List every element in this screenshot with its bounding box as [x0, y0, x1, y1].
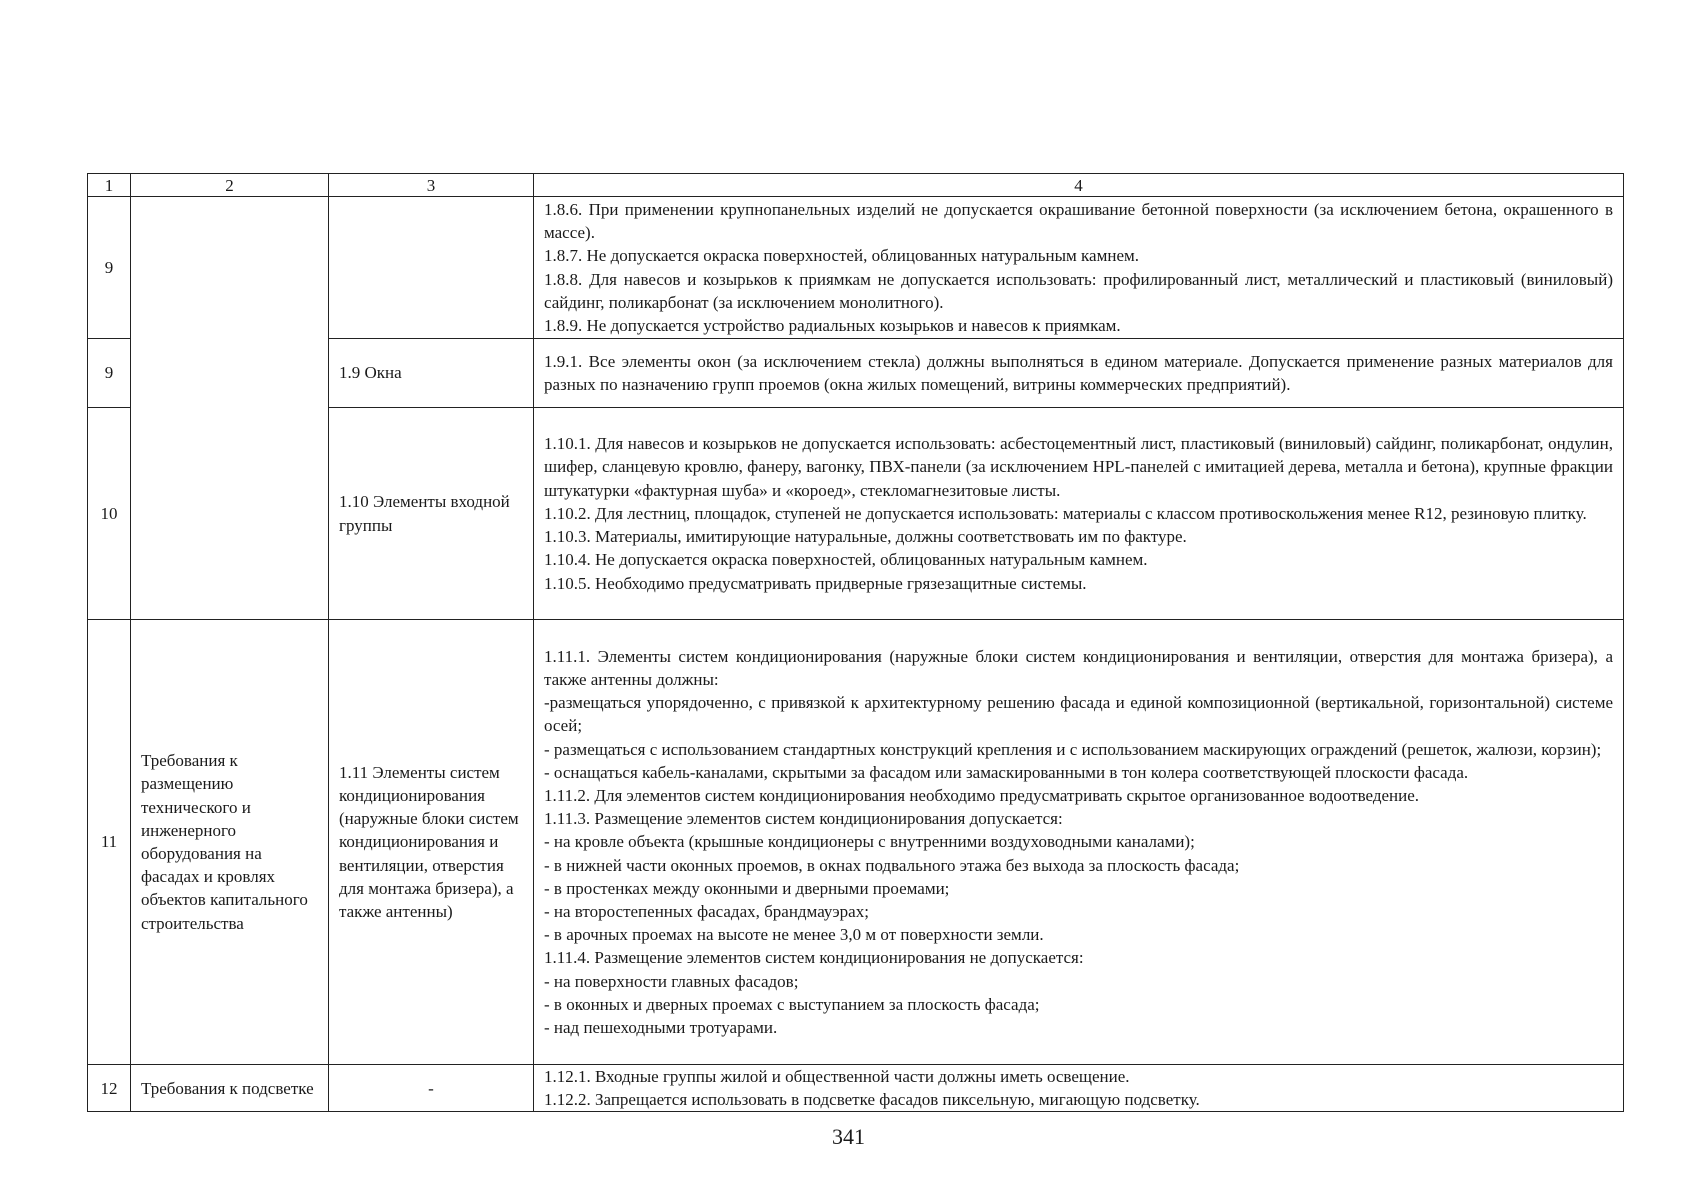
requirement-text: - размещаться с использованием стандартных конструкций крепления и с использованием маскирующих ограждений (решеток, жалюзи, корзин);: [544, 739, 1602, 759]
row-requirements: [534, 1065, 1624, 1112]
table-header-row: [88, 174, 1624, 197]
requirement-text: - в нижней части оконных проемов, в окнах подвального этажа без выхода за плоскость фасада;: [544, 855, 1240, 875]
requirement-text: 1.10.5. Необходимо предусматривать придверные грязезащитные системы.: [544, 573, 1087, 593]
row-element-cell: 1.10 Элементы входной группы: [329, 408, 534, 620]
header-col-2: 2: [131, 174, 329, 197]
row-element-cell: [329, 197, 534, 339]
requirement-text: 1.12.2. Запрещается использовать в подсветке фасадов пиксельную, мигающую подсветку.: [544, 1090, 1200, 1110]
requirement-text: 1.10.2. Для лестниц, площадок, ступеней не допускается использовать: материалы с классом противоскольжения менее R12, резиновую плитку.: [544, 503, 1587, 523]
requirement-text: 1.8.6. При применении крупнопанельных изделий не допускается окрашивание бетонной поверхности (за исключением бетона, окрашенного в массе).: [544, 199, 1613, 243]
header-col-3: 3: [329, 174, 534, 197]
page-number: 341: [832, 1124, 865, 1149]
row-requirements: [534, 339, 1624, 408]
requirement-text: 1.9.1. Все элементы окон (за исключением стекла) должны выполняться в едином материале. Допускается применение разных материалов для разных по назначению групп проемов (окна жилых помещений, витрины коммерческих предприятий).: [544, 351, 1613, 394]
row-category-cell: [131, 197, 329, 620]
requirement-text: 1.12.1. Входные группы жилой и общественной части должны иметь освещение.: [544, 1067, 1130, 1086]
row-number: 10: [88, 408, 131, 620]
row-number: 11: [88, 620, 131, 1065]
requirement-text: - в оконных и дверных проемах с выступанием за плоскость фасада;: [544, 994, 1040, 1014]
row-requirements: [534, 197, 1624, 339]
row-requirements: [534, 620, 1624, 1065]
row-number: 12: [88, 1065, 131, 1112]
row-number: 9: [88, 339, 131, 408]
requirement-text: 1.11.1. Элементы систем кондиционирования (наружные блоки систем кондиционирования и вентиляции, отверстия для монтажа бризера), а также антенны должны:: [544, 646, 1613, 689]
requirement-text: 1.8.9. Не допускается устройство радиальных козырьков и навесов к приямкам.: [544, 315, 1121, 335]
requirement-text: 1.10.4. Не допускается окраска поверхностей, облицованных натуральным камнем.: [544, 550, 1148, 570]
requirement-text: - в простенках между оконными и дверными проемами;: [544, 878, 950, 898]
requirement-text: - над пешеходными тротуарами.: [544, 1018, 778, 1038]
requirement-text: 1.11.4. Размещение элементов систем кондиционирования не допускается:: [544, 948, 1084, 968]
requirement-text: 1.11.2. Для элементов систем кондиционирования необходимо предусматривать скрытое организованное водоотведение.: [544, 785, 1420, 805]
requirement-text: 1.8.7. Не допускается окраска поверхностей, облицованных натуральным камнем.: [544, 246, 1140, 266]
table-row: [88, 620, 1624, 1065]
row-number: 9: [88, 197, 131, 339]
requirement-text: -размещаться упорядоченно, с привязкой к архитектурному решению фасада и единой композиционной (вертикальной, горизонтальной) системе осей;: [544, 693, 1613, 736]
requirement-text: 1.11.3. Размещение элементов систем кондиционирования допускается:: [544, 809, 1063, 829]
requirement-text: - на второстепенных фасадах, брандмауэрах;: [544, 902, 869, 921]
header-col-4: 4: [534, 174, 1624, 197]
requirement-text: 1.8.8. Для навесов и козырьков к приямкам не допускается использовать: профилированный лист, металлический и пластиковый (виниловый) сайдинг, поликарбонат (за исключением монолитного).: [544, 269, 1613, 312]
table-row: [88, 197, 1624, 339]
row-element-cell: -: [329, 1065, 534, 1112]
requirement-text: - в арочных проемах на высоте не менее 3,0 м от поверхности земли.: [544, 925, 1044, 945]
requirement-text: - на кровле объекта (крышные кондиционеры с внутренними воздуховодными каналами);: [544, 832, 1195, 852]
row-element-cell: 1.11 Элементы систем кондиционирования (наружные блоки систем кондиционирования и вентиляции, отверстия для монтажа бризера), а также антенны): [329, 620, 534, 1065]
row-requirements: [534, 408, 1624, 620]
requirement-text: - на поверхности главных фасадов;: [544, 971, 799, 991]
row-category-cell: Требования к подсветке: [131, 1065, 329, 1112]
requirement-text: 1.10.1. Для навесов и козырьков не допускается использовать: асбестоцементный лист, пластиковый (виниловый) сайдинг, поликарбонат, ондулин, шифер, сланцевую кровлю, фанеру, вагонку, ПВХ-панели (за исключением HPL-панелей с имитацией дерева, металла и бетона), крупные фракции штукатурки «фактурная шуба» и «короед», стекломагнезитовые листы.: [544, 434, 1613, 500]
row-element-cell: 1.9 Окна: [329, 339, 534, 408]
requirement-text: 1.10.3. Материалы, имитирующие натуральные, должны соответствовать им по фактуре.: [544, 527, 1187, 547]
table-row: [88, 1065, 1624, 1112]
header-col-1: 1: [88, 174, 131, 197]
row-category-cell: Требования к размещению технического и инженерного оборудования на фасадах и кровлях объектов капитального строительства: [131, 620, 329, 1065]
requirements-table: [87, 173, 1624, 1112]
requirement-text: - оснащаться кабель-каналами, скрытыми за фасадом или замаскированными в тон колера соответствующей плоскости фасада.: [544, 762, 1469, 782]
